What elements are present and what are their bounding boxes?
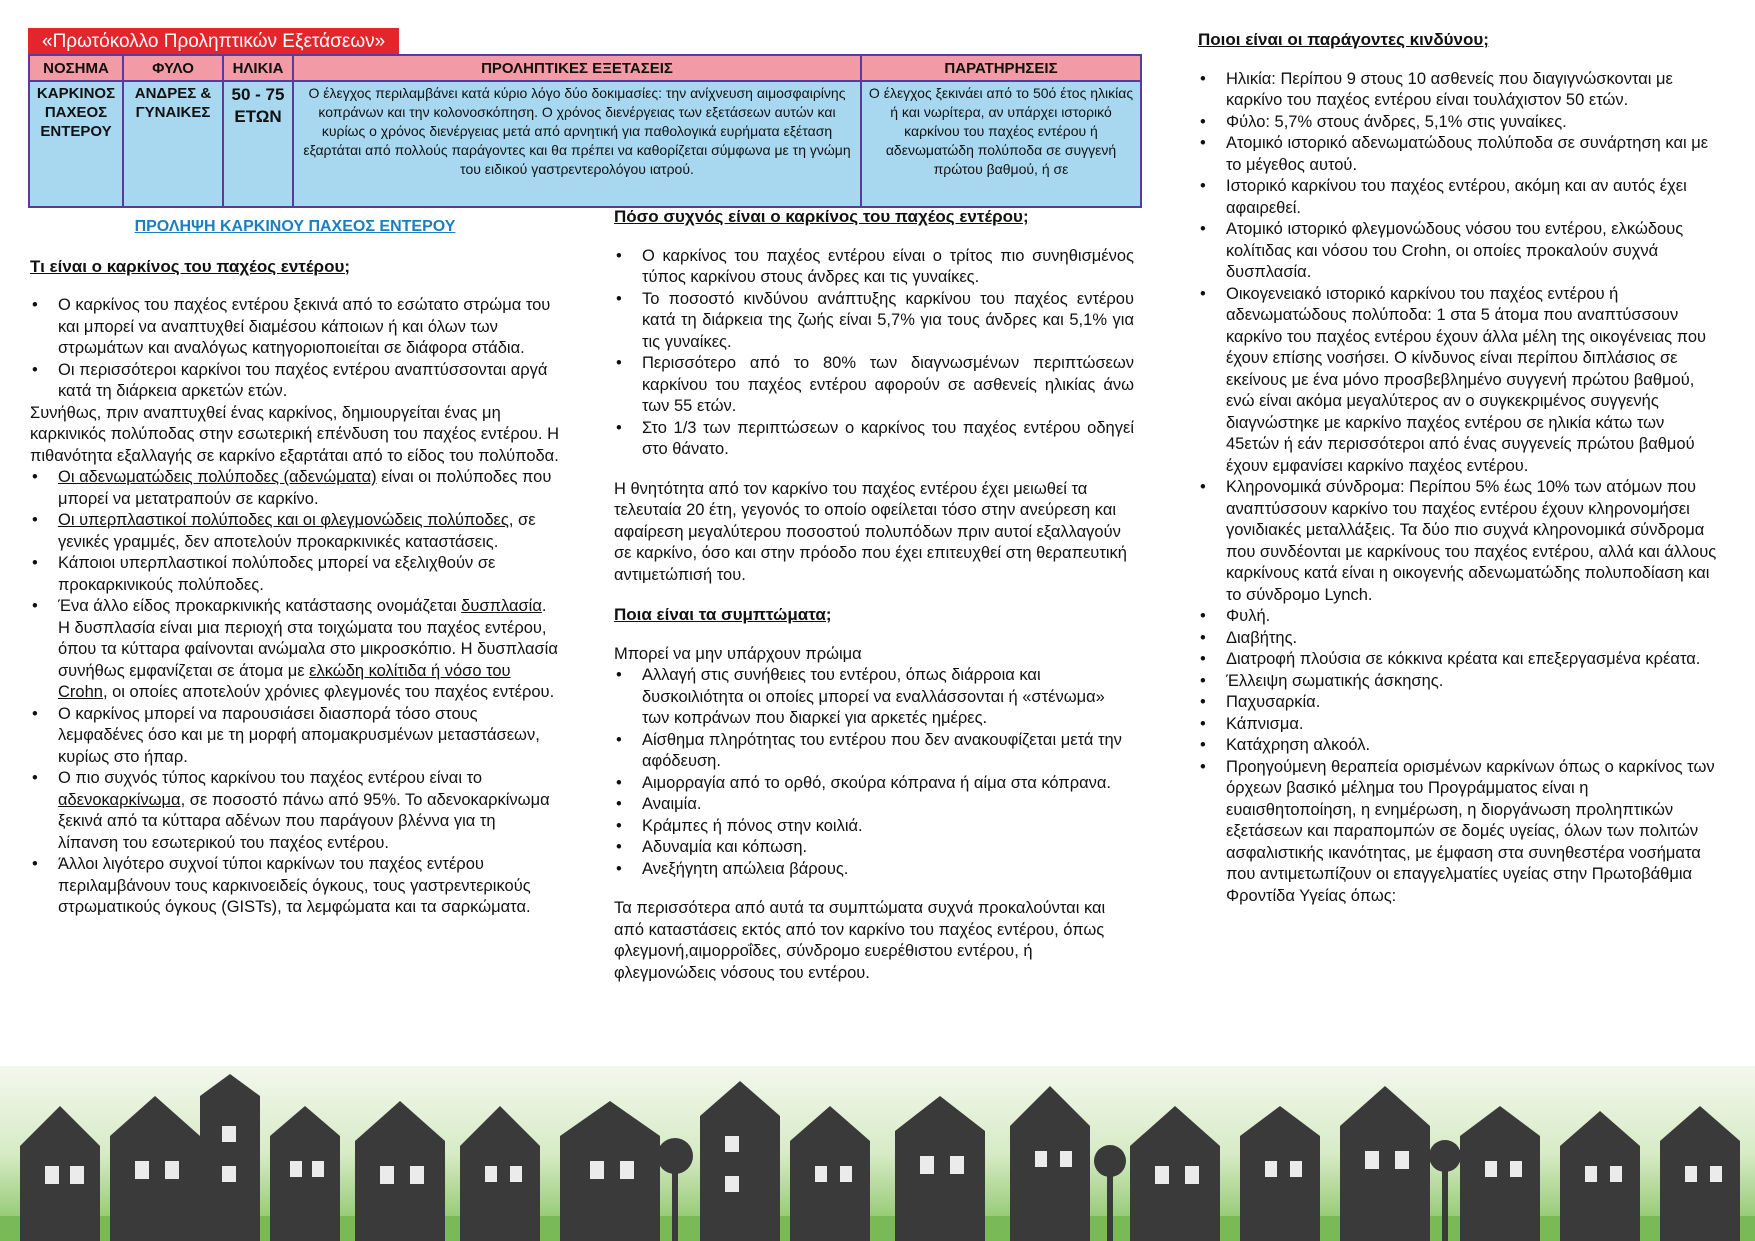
column-what-is xyxy=(30,216,560,919)
mortality-paragraph: Η θνητότητα από τον καρκίνο του παχέος εντέρου έχει μειωθεί τα τελευταία 20 έτη, γεγονός το οποίο οφείλεται τόσο στην ανεύρεση και αφαίρεση μεγαλύτερου ποσοστού πολυπόδων πριν αυτοί εξαλλαγούν σε καρκίνο, όσο και στην πρόοδο που έχει επιτευχθεί στη θεραπευτική αντιμετώπισή του. xyxy=(614,479,1127,584)
list-item: • Ο καρκίνος του παχέος εντέρου ξεκινά από το εσώτατο στρώμα του και μπορεί να αναπτυχθεί διαμέσου κάποιων ή και όλων των στρωμάτων και αναλόγως κατηγοριοποιείται σε διάφορα στάδια. xyxy=(58,295,560,360)
list-item: • Ατομικό ιστορικό φλεγμονώδους νόσου του εντέρου, ελκώδους κολίτιδας και νόσου του Crohn, οι οποίες προκαλούν συχνά δυσπλασία. xyxy=(1226,219,1718,284)
symptoms-intro: Μπορεί να μην υπάρχουν πρώιμα xyxy=(614,644,862,663)
list-item: • Κληρονομικά σύνδρομα: Περίπου 5% έως 10% των ατόμων που αναπτύσσουν καρκίνο του παχέος εντέρου έχουν κληρονομήσει γονιδιακές μεταλλάξεις. Τα δύο πιο συχνά κληρονομικά σύνδρομα που συνδέονται με καρκίνους του παχέος εντέρου, αλλά και άλλους καρκίνους κατά είναι η οικογενής αδενωματώδης πολυποδίαση και το σύνδρομο Lynch. xyxy=(1226,477,1718,606)
header-notes: ΠΑΡΑΤΗΡΗΣΕΙΣ xyxy=(861,55,1141,81)
houses-illustration xyxy=(0,1066,1755,1241)
header-disease: ΝΟΣΗΜΑ xyxy=(29,55,123,81)
list-item: • Κάποιοι υπερπλαστικοί πολύποδες μπορεί να εξελιχθούν σε προκαρκινικούς πολύποδες. xyxy=(58,553,560,596)
list-item: • Ένα άλλο είδος προκαρκινικής κατάστασης ονομάζεται δυσπλασία. Η δυσπλασία είναι μια περιοχή στα τοιχώματα του παχέος εντέρου, όπου τα κύτταρα φαίνονται ανώμαλα στο μικροσκόπιο. Η δυσπλασία συνήθως εμφανίζεται σε άτομα με ελκώδη κολίτιδα ή νόσο του Crohn, οι οποίες αποτελούν χρόνιες φλεγμονές του παχέος εντέρου. xyxy=(58,596,560,704)
heading-symptoms: Ποια είναι τα συμπτώματα; xyxy=(614,605,832,624)
table-header-row xyxy=(29,55,1141,81)
cell-age: 50 - 75 ΕΤΩΝ xyxy=(223,81,293,207)
list-item: • Στο 1/3 των περιπτώσεων ο καρκίνος του παχέος εντέρου οδηγεί στο θάνατο. xyxy=(642,418,1134,461)
risk-factors-list xyxy=(1198,69,1718,908)
list-item: • Διατροφή πλούσια σε κόκκινα κρέατα και επεξεργασμένα κρέατα. xyxy=(1226,649,1718,671)
cell-sex: ΑΝΔΡΕΣ & ΓΥΝΑΙΚΕΣ xyxy=(123,81,223,207)
list-item: • Φύλο: 5,7% στους άνδρες, 5,1% στις γυναίκες. xyxy=(1226,112,1718,134)
protocol-table xyxy=(28,54,1142,208)
list-item: • Αιμορραγία από το ορθό, σκούρα κόπρανα ή αίμα στα κόπρανα. xyxy=(642,773,1134,795)
list-item: • Κατάχρηση αλκοόλ. xyxy=(1226,735,1718,757)
list-item: • Κράμπες ή πόνος στην κοιλιά. xyxy=(642,816,1134,838)
list-item: • Ο καρκίνος μπορεί να παρουσιάσει διασπορά τόσο στους λεμφαδένες όσο και με τη μορφή απομακρυσμένων μεταστάσεων, κυρίως στο ήπαρ. xyxy=(58,704,560,769)
column-risk-factors xyxy=(1198,29,1718,907)
symptoms-paragraph: Τα περισσότερα από αυτά τα συμπτώματα συχνά προκαλούνται και από καταστάσεις εκτός από τον καρκίνο του παχέος εντέρου, όπως φλεγμονή,αιμορροΐδες, σύνδρομο ευερέθιστου εντέρου, ή φλεγμονώδεις νόσους του εντέρου. xyxy=(614,899,1106,982)
heading-what-is: Τι είναι ο καρκίνος του παχέος εντέρου; xyxy=(30,256,351,276)
list-item: • Ο πιο συχνός τύπος καρκίνου του παχέος εντέρου είναι το αδενοκαρκίνωμα, σε ποσοστό πάνω από 95%. Το αδενοκαρκίνωμα ξεκινά από τα κύτταρα αδένων που παράγουν βλέννα για τη λίπανση του εσωτερικού του παχέος εντέρου. xyxy=(58,768,560,854)
list-item: • Φυλή. xyxy=(1226,606,1718,628)
list-item: • Άλλοι λιγότερο συχνοί τύποι καρκίνων του παχέος εντέρου περιλαμβάνουν τους καρκινοειδείς όγκους, τους γαστρεντερικούς στρωματικούς όγκους (GISTs), τα λεμφώματα και τα σαρκώματα. xyxy=(58,854,560,919)
list-item: • Το ποσοστό κινδύνου ανάπτυξης καρκίνου του παχέος εντέρου κατά τη διάρκεια της ζωής είναι 5,7% για τους άνδρες και 5,1% για τις γυναίκες. xyxy=(642,289,1134,354)
list-item: • Ηλικία: Περίπου 9 στους 10 ασθενείς που διαγιγνώσκονται με καρκίνο του παχέος εντέρου είναι τουλάχιστον 50 ετών. xyxy=(1226,69,1718,112)
list-item: • Έλλειψη σωματικής άσκησης. xyxy=(1226,671,1718,693)
list-item: • Αλλαγή στις συνήθειες του εντέρου, όπως διάρροια και δυσκοιλιότητα οι οποίες μπορεί να εναλλάσσονται ή «στένωμα» των κοπράνων που διαρκεί για αρκετές ημέρες. xyxy=(642,665,1134,730)
list-item: • Αδυναμία και κόπωση. xyxy=(642,837,1134,859)
list-item: • Ατομικό ιστορικό αδενωματώδους πολύποδα σε συνάρτηση και με το μέγεθος αυτού. xyxy=(1226,133,1718,176)
header-sex: ΦΥΛΟ xyxy=(123,55,223,81)
heading-risk-factors: Ποιοι είναι οι παράγοντες κινδύνου; xyxy=(1198,30,1489,49)
center-title: ΠΡΟΛΗΨΗ ΚΑΡΚΙΝΟΥ ΠΑΧΕΟΣ ΕΝΤΕΡΟΥ xyxy=(134,218,456,235)
list-item: • Προηγούμενη θεραπεία ορισμένων καρκίνων όπως ο καρκίνος των όρχεων βασικό μέλημα του Προγράμματος είναι η ευαισθητοποίηση, η ενημέρωση, η διοργάνωση προληπτικών εξετάσεων και παραπομπών σε δομές υγείας, όλων των πολιτών ασφαλιστικής ικανότητας, με έμφαση στα συνηθεστέρα νοσήματα που αντιμετωπίζουν οι επαγγελματίες υγείας στην Πρωτοβάθμια Φροντίδα Υγείας όπως: xyxy=(1226,757,1718,908)
cell-exams: Ο έλεγχος περιλαμβάνει κατά κύριο λόγο δύο δοκιμασίες: την ανίχνευση αιμοσφαιρίνης κοπράνων και την κολονοσκόπηση. Ο χρόνος διενέργειας των εξετάσεων αυτών και κυρίως ο χρόνος διενέργειας μετά από αρνητική για παθολογικά ευρήματα εξέταση εξαρτάται από πολλούς παράγοντες και θα πρέπει να καθορίζεται σύμφωνα με τη γνώμη του ειδικού γαστρεντερολόγου ιατρού. xyxy=(293,81,861,207)
header-exams: ΠΡΟΛΗΠΤΙΚΕΣ ΕΞΕΤΑΣΕΙΣ xyxy=(293,55,861,81)
polyp-paragraph: Συνήθως, πριν αναπτυχθεί ένας καρκίνος, δημιουργείται ένας μη καρκινικός πολύποδας στην εσωτερική επένδυση του παχέος εντέρου. Η πιθανότητα εξαλλαγής σε καρκίνο εξαρτάται από το είδος του πολύποδα. xyxy=(30,403,560,465)
list-item: • Οι υπερπλαστικοί πολύποδες και οι φλεγμονώδεις πολύποδες, σε γενικές γραμμές, δεν αποτελούν προκαρκινικές καταστάσεις. xyxy=(58,510,560,553)
list-item: • Οι περισσότεροι καρκίνοι του παχέος εντέρου αναπτύσσονται αργά κατά τη διάρκεια αρκετών ετών. xyxy=(58,360,560,403)
list-item: • Αίσθημα πληρότητας του εντέρου που δεν ανακουφίζεται μετά την αφόδευση. xyxy=(642,730,1134,773)
table-row xyxy=(29,81,1141,207)
cell-notes: Ο έλεγχος ξεκινάει από το 50ό έτος ηλικίας ή και νωρίτερα, αν υπάρχει ιστορικό καρκίνου του παχέος εντέρου ή αδενωματώδη πολύποδα σε συγγενή πρώτου βαθμού, ή σε xyxy=(861,81,1141,207)
heading-frequency: Πόσο συχνός είναι ο καρκίνος του παχέος εντέρου; xyxy=(614,207,1029,226)
what-is-list xyxy=(30,295,560,403)
list-item: • Διαβήτης. xyxy=(1226,628,1718,650)
protocol-banner: «Πρωτόκολλο Προληπτικών Εξετάσεων» xyxy=(28,28,399,56)
list-item: • Ανεξήγητη απώλεια βάρους. xyxy=(642,859,1134,881)
cell-disease: ΚΑΡΚΙΝΟΣ ΠΑΧΕΟΣ ΕΝΤΕΡΟΥ xyxy=(29,81,123,207)
list-item: • Παχυσαρκία. xyxy=(1226,692,1718,714)
list-item: • Οι αδενωματώδεις πολύποδες (αδενώματα) είναι οι πολύποδες που μπορεί να μετατραπούν σε καρκίνο. xyxy=(58,467,560,510)
list-item: • Οικογενειακό ιστορικό καρκίνου του παχέος εντέρου ή αδενωματώδους πολύποδα: 1 στα 5 άτομα που αναπτύσσουν καρκίνο του παχέος εντέρου έχουν άλλα μέλη της οικογένειας που έχουν επίσης νοσήσει. Ο κίνδυνος είναι περίπου διπλάσιος σε εκείνους με ένα μόνο προσβεβλημένο συγγενή πρώτου βαθμού, ενώ είναι ακόμα μεγαλύτερος αν ο συγκεκριμένος συγγενής διαγνώστηκε με καρκίνο παχέος εντέρου σε ηλικία κάτω των 45ετών ή εάν περισσότεροι από ένας συγγενείς πρώτου βαθμού έχουν εμφανίσει καρκίνο παχέος εντέρου. xyxy=(1226,284,1718,478)
frequency-list xyxy=(614,246,1134,461)
list-item: • Κάπνισμα. xyxy=(1226,714,1718,736)
header-age: ΗΛΙΚΙΑ xyxy=(223,55,293,81)
list-item: • Αναιμία. xyxy=(642,794,1134,816)
column-frequency xyxy=(614,206,1134,984)
list-item: • Ιστορικό καρκίνου του παχέος εντέρου, ακόμη και αν αυτός έχει αφαιρεθεί. xyxy=(1226,176,1718,219)
list-item: • Ο καρκίνος του παχέος εντέρου είναι ο τρίτος πιο συνηθισμένος τύπος καρκίνου στους άνδρες και τις γυναίκες. xyxy=(642,246,1134,289)
symptoms-list xyxy=(614,665,1134,880)
list-item: • Περισσότερο από το 80% των διαγνωσμένων περιπτώσεων καρκίνου του παχέος εντέρου αφορούν σε ασθενείς ηλικίας άνω των 55 ετών. xyxy=(642,353,1134,418)
polyp-list xyxy=(30,467,560,919)
